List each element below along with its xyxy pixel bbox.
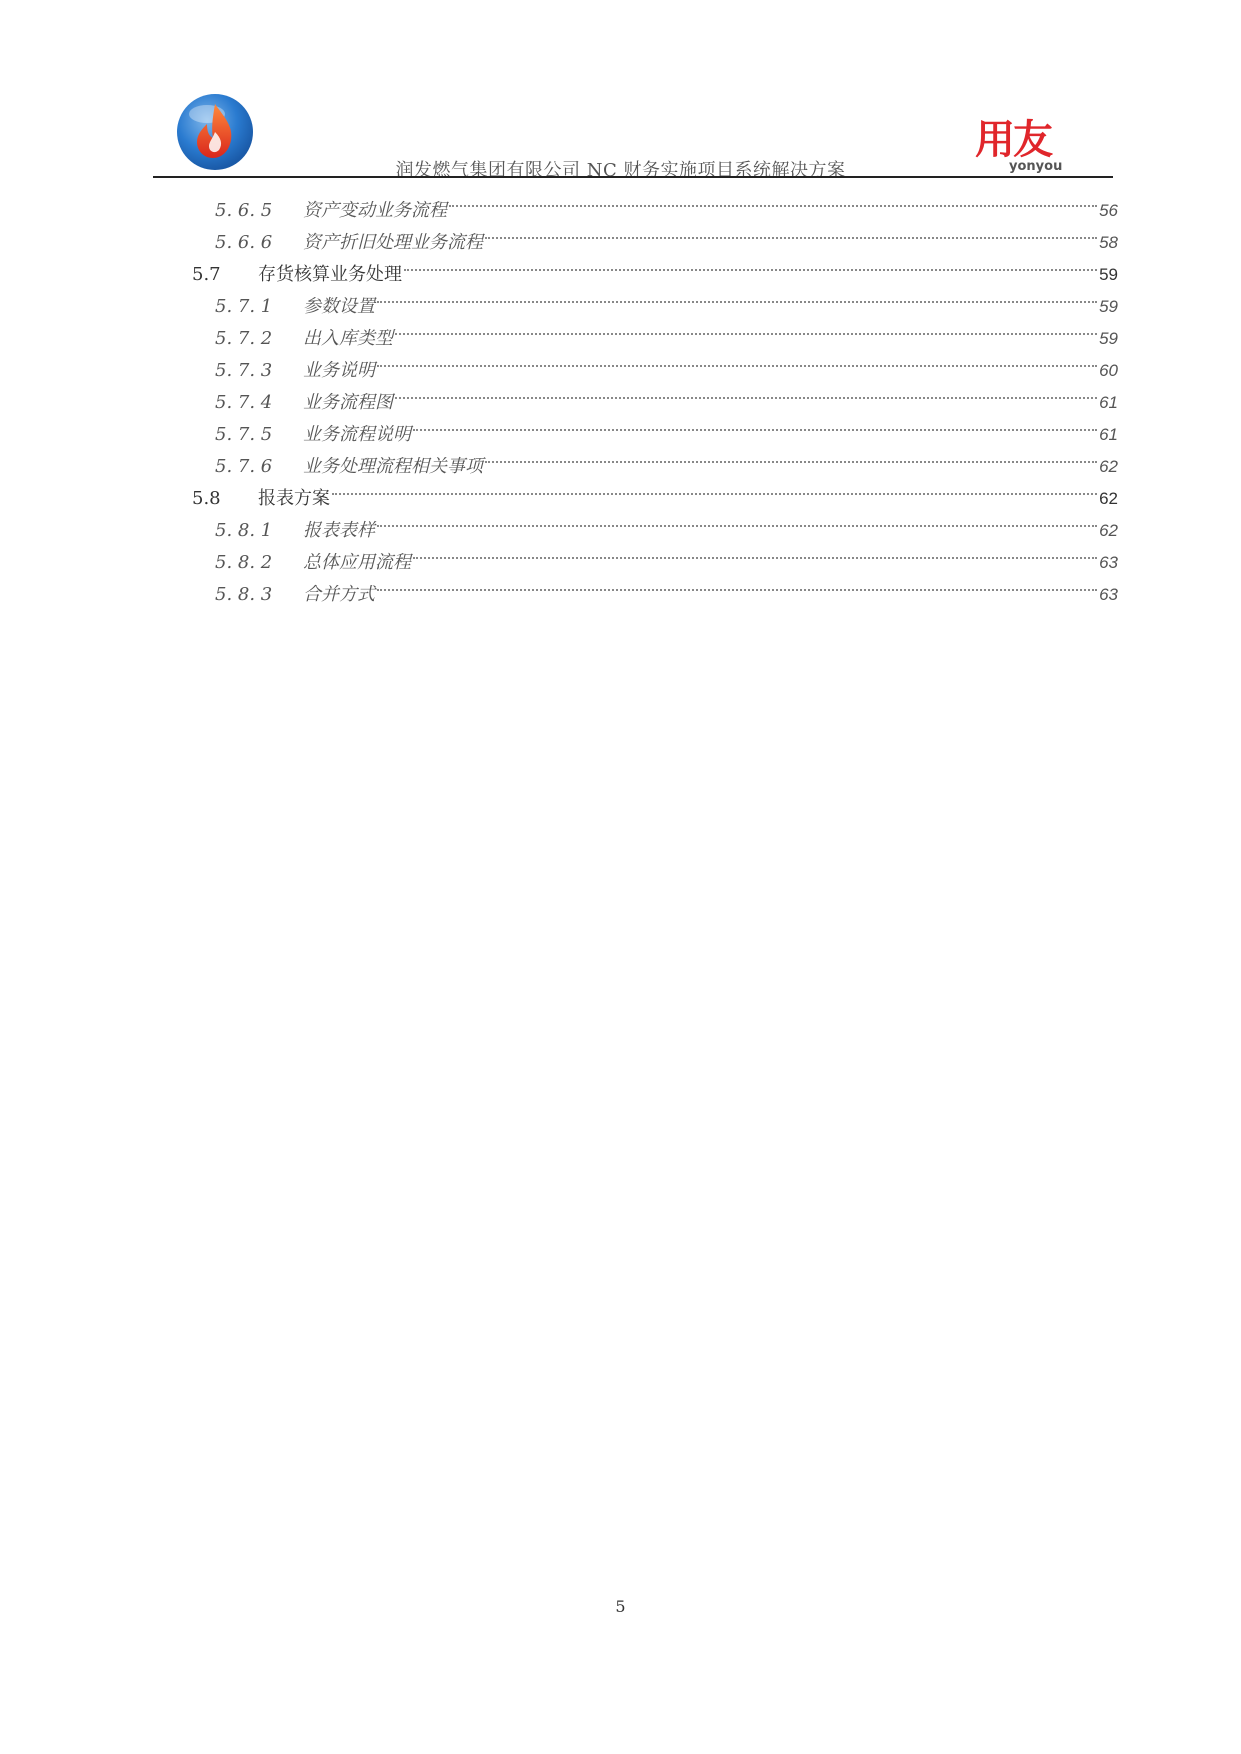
toc-leader-dots [404,248,1097,280]
toc-entry-page: 62 [1099,457,1118,476]
toc-entry-page: 61 [1099,425,1118,444]
toc-leader-dots [395,312,1097,344]
yonyou-logo [975,118,1085,178]
toc-entry-number: 5. 7. 4 [215,392,273,413]
toc-entry-number: 5. 6. 5 [215,200,273,221]
toc-entry-title: 业务流程图 [303,392,393,413]
toc-entry-title: 资产变动业务流程 [303,200,447,221]
toc-entry-page: 62 [1099,521,1118,540]
toc-entry-number: 5. 7. 3 [215,360,273,381]
toc-leader-dots [485,216,1097,248]
toc-leader-dots [332,472,1097,504]
toc-entry-title: 参数设置 [303,296,375,317]
toc-entry[interactable] [215,312,1118,349]
toc-entry-page: 59 [1099,297,1118,316]
toc-entry[interactable] [215,440,1118,477]
toc-entry[interactable] [215,344,1118,381]
brand-en: yonyou [1009,159,1063,174]
toc-entry-title: 合并方式 [303,584,375,605]
toc-leader-dots [449,184,1097,216]
toc-entry-title: 出入库类型 [303,328,393,349]
toc-entry-page: 59 [1099,329,1118,348]
toc-entry-number: 5.8 [192,488,221,509]
toc-entry-title: 报表方案 [258,488,330,509]
toc-entry[interactable] [192,248,1118,285]
toc-entry-title: 资产折旧处理业务流程 [303,232,483,253]
toc-entry-number: 5. 6. 6 [215,232,273,253]
toc-leader-dots [377,280,1097,312]
toc-leader-dots [377,504,1097,536]
toc-entry-title: 业务说明 [303,360,375,381]
toc-entry-title: 业务流程说明 [303,424,411,445]
toc-entry[interactable] [215,504,1118,541]
page-number: 5 [615,1597,626,1616]
header-rule [153,176,1113,178]
toc-entry[interactable] [215,280,1118,317]
toc-entry-number: 5. 7. 6 [215,456,273,477]
brand-cn: 用友 [975,117,1051,163]
toc-leader-dots [413,408,1097,440]
toc-leader-dots [377,568,1097,600]
toc-entry-page: 59 [1099,265,1118,284]
toc-entry-page: 63 [1099,585,1118,604]
toc-entry[interactable] [215,184,1118,221]
toc-entry-page: 60 [1099,361,1118,380]
toc-entry-page: 62 [1099,489,1118,508]
toc-leader-dots [485,440,1097,472]
toc-entry[interactable] [215,536,1118,573]
toc-entry-number: 5. 7. 1 [215,296,273,317]
toc-entry-title: 报表表样 [303,520,375,541]
toc-entry-title: 存货核算业务处理 [258,264,402,285]
toc-entry-number: 5. 7. 2 [215,328,273,349]
toc-entry-number: 5. 8. 2 [215,552,273,573]
toc-entry[interactable] [215,408,1118,445]
toc-entry-title: 业务处理流程相关事项 [303,456,483,477]
toc-leader-dots [377,344,1097,376]
toc-entry-number: 5. 7. 5 [215,424,273,445]
toc-entry-number: 5. 8. 1 [215,520,273,541]
page-header [0,0,1241,180]
toc-entry-title: 总体应用流程 [303,552,411,573]
toc-entry-page: 56 [1099,201,1118,220]
toc-entry[interactable] [192,472,1118,509]
header-title: 润发燃气集团有限公司 NC 财务实施项目系统解决方案 [395,160,846,181]
toc-entry[interactable] [215,568,1118,605]
toc-leader-dots [413,536,1097,568]
toc-entry-page: 61 [1099,393,1118,412]
toc-entry-number: 5.7 [192,264,221,285]
toc-entry[interactable] [215,216,1118,253]
toc-entry[interactable] [215,376,1118,413]
toc-entry-page: 63 [1099,553,1118,572]
toc-leader-dots [395,376,1097,408]
toc-entry-page: 58 [1099,233,1118,252]
toc-entry-number: 5. 8. 3 [215,584,273,605]
